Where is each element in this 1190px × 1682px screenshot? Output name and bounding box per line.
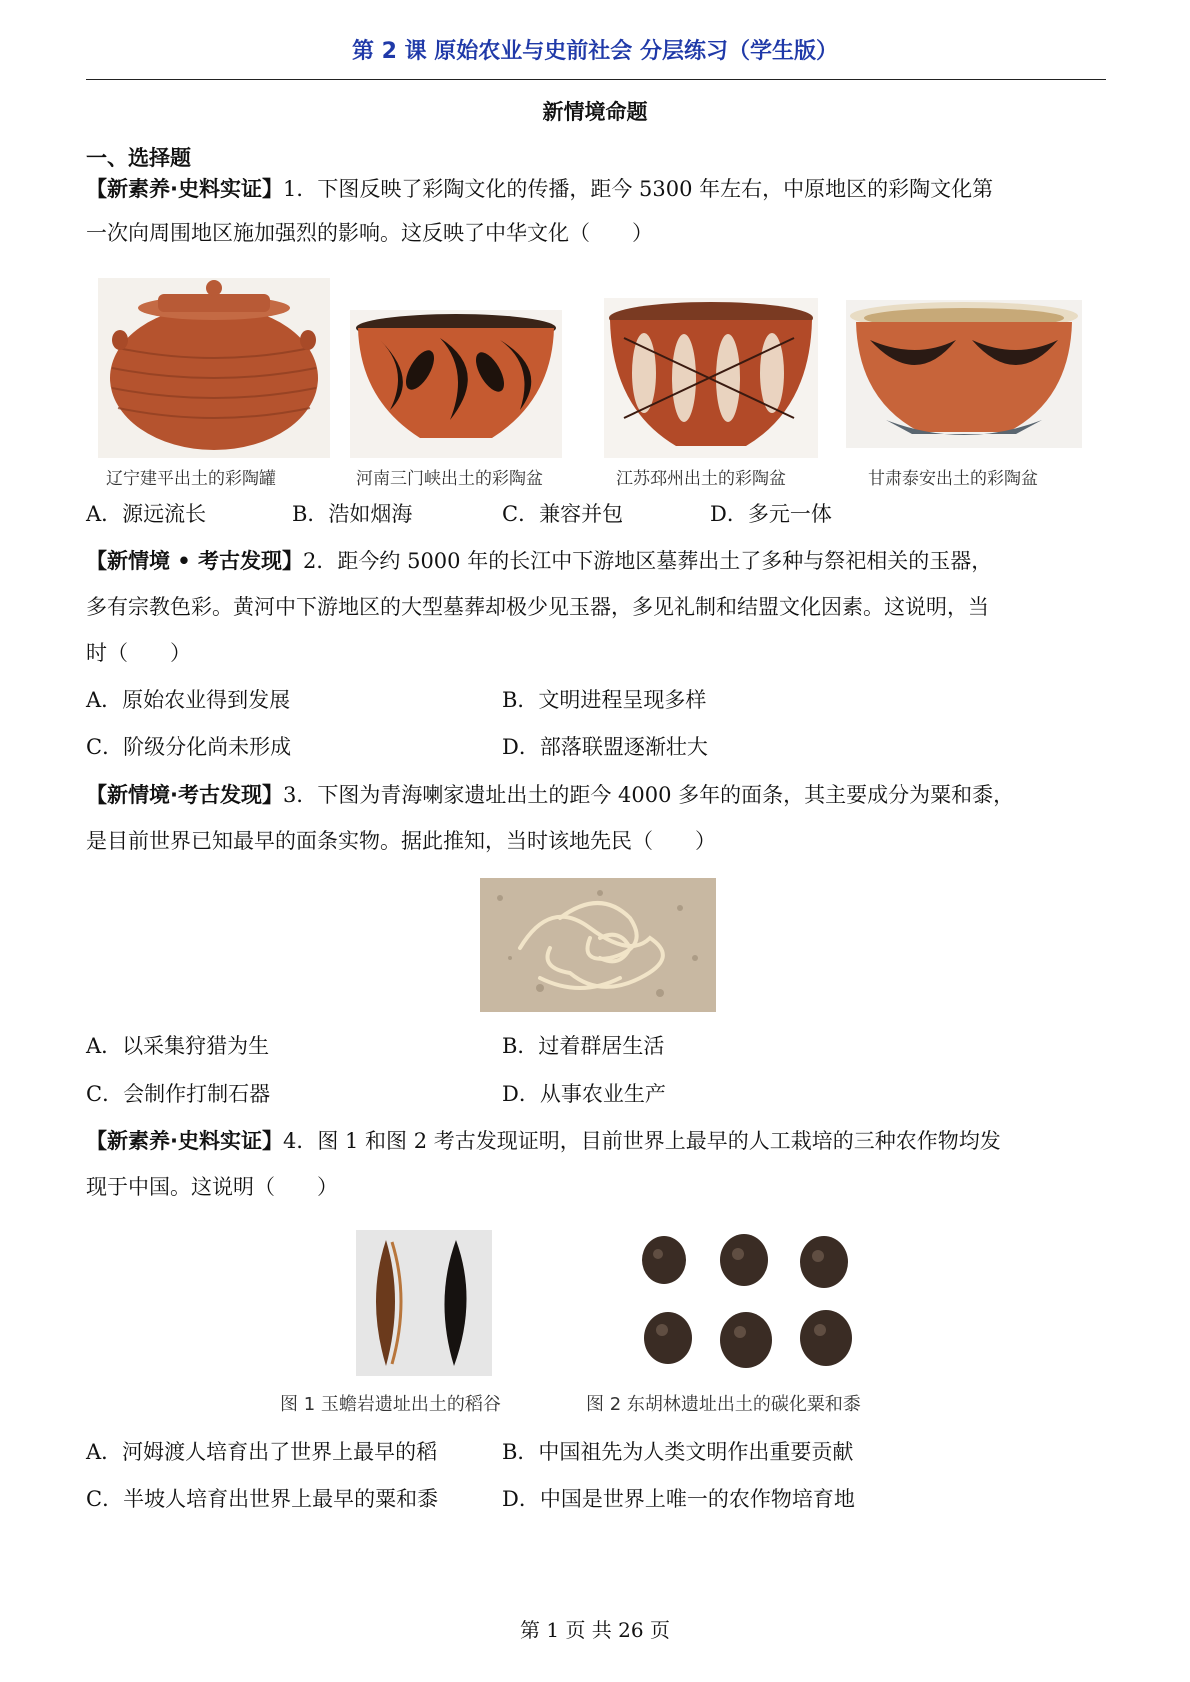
fig1-caption: 图 1 玉蟾岩遗址出土的稻谷 [280,1394,501,1415]
pottery-basin-gansu-image [846,300,1082,448]
q2-tag: 【新情境 • 考古发现】 [86,549,304,573]
page-footer: 第 1 页 共 26 页 [520,1618,670,1642]
q1-tag: 【新素养·史料实证】 [86,177,283,201]
q4-line1 [86,1127,1110,1155]
q4-option-a: A．河姆渡人培育出了世界上最早的稻 [86,1440,438,1464]
pottery-jar-liaoning-image [98,278,330,458]
q3-line2: 是目前世界已知最早的面条实物。据此推知，当时该地先民（ ） [86,829,716,853]
q2-line1 [86,547,1110,575]
q2-text1: 2．距今约 5000 年的长江中下游地区墓葬出土了多种与祭祀相关的玉器， [303,549,993,573]
header-title: 第 2 课 原始农业与史前社会 分层练习（学生版） [352,39,838,64]
q4-option-c: C．半坡人培育出世界上最早的粟和黍 [86,1487,439,1511]
q4-option-b: B．中国祖先为人类文明作出重要贡献 [502,1440,854,1464]
q3-option-b: B．过着群居生活 [502,1034,665,1058]
q1-option-d: D．多元一体 [710,502,832,526]
q2-option-c: C．阶级分化尚未形成 [86,735,292,759]
section-heading: 新情境命题 [542,100,648,124]
header-divider [86,79,1106,80]
carbonized-millet-image [632,1230,862,1376]
q3-line1 [86,781,1110,809]
q2-line2: 多有宗教色彩。黄河中下游地区的大型墓葬却极少见玉器，多见礼制和结盟文化因素。这说明，当 [86,595,989,619]
q1-option-b: B．浩如烟海 [292,502,413,526]
pottery-basin-henan-image [350,310,562,458]
q1-line2: 一次向周围地区施加强烈的影响。这反映了中华文化（ ） [86,221,653,245]
q3-option-a: A．以采集狩猎为生 [86,1034,270,1058]
q4-option-d: D．中国是世界上唯一的农作物培育地 [502,1487,855,1511]
rice-grains-image [356,1230,492,1376]
q1-option-a: A．源远流长 [86,502,207,526]
ancient-noodles-image [480,878,716,1012]
q2-line3: 时（ ） [86,641,191,665]
pottery-caption-1: 辽宁建平出土的彩陶罐 [106,469,276,489]
q4-line2: 现于中国。这说明（ ） [86,1175,338,1199]
q4-tag: 【新素养·史料实证】 [86,1129,283,1153]
q2-option-a: A．原始农业得到发展 [86,688,291,712]
q3-tag: 【新情境·考古发现】 [86,783,283,807]
pottery-basin-jiangsu-image [604,298,818,458]
q3-option-d: D．从事农业生产 [502,1082,666,1106]
q2-option-b: B．文明进程呈现多样 [502,688,707,712]
q1-option-c: C．兼容并包 [502,502,624,526]
pottery-caption-3: 江苏邳州出土的彩陶盆 [616,469,786,489]
fig2-caption: 图 2 东胡林遗址出土的碳化粟和黍 [586,1394,861,1415]
pottery-caption-4: 甘肃泰安出土的彩陶盆 [868,469,1038,489]
q2-option-d: D．部落联盟逐渐壮大 [502,735,708,759]
q3-text1: 3．下图为青海喇家遗址出土的距今 4000 多年的面条，其主要成分为粟和黍， [282,783,1015,807]
q4-text1: 4．图 1 和图 2 考古发现证明，目前世界上最早的人工栽培的三种农作物均发 [282,1129,1001,1153]
pottery-caption-2: 河南三门峡出土的彩陶盆 [356,469,543,489]
q1-text1: 1．下图反映了彩陶文化的传播，距今 5300 年左右，中原地区的彩陶文化第 [282,177,994,201]
q3-option-c: C．会制作打制石器 [86,1082,271,1106]
part-title: 一、选择题 [86,146,191,170]
q1-line1 [86,175,1110,203]
